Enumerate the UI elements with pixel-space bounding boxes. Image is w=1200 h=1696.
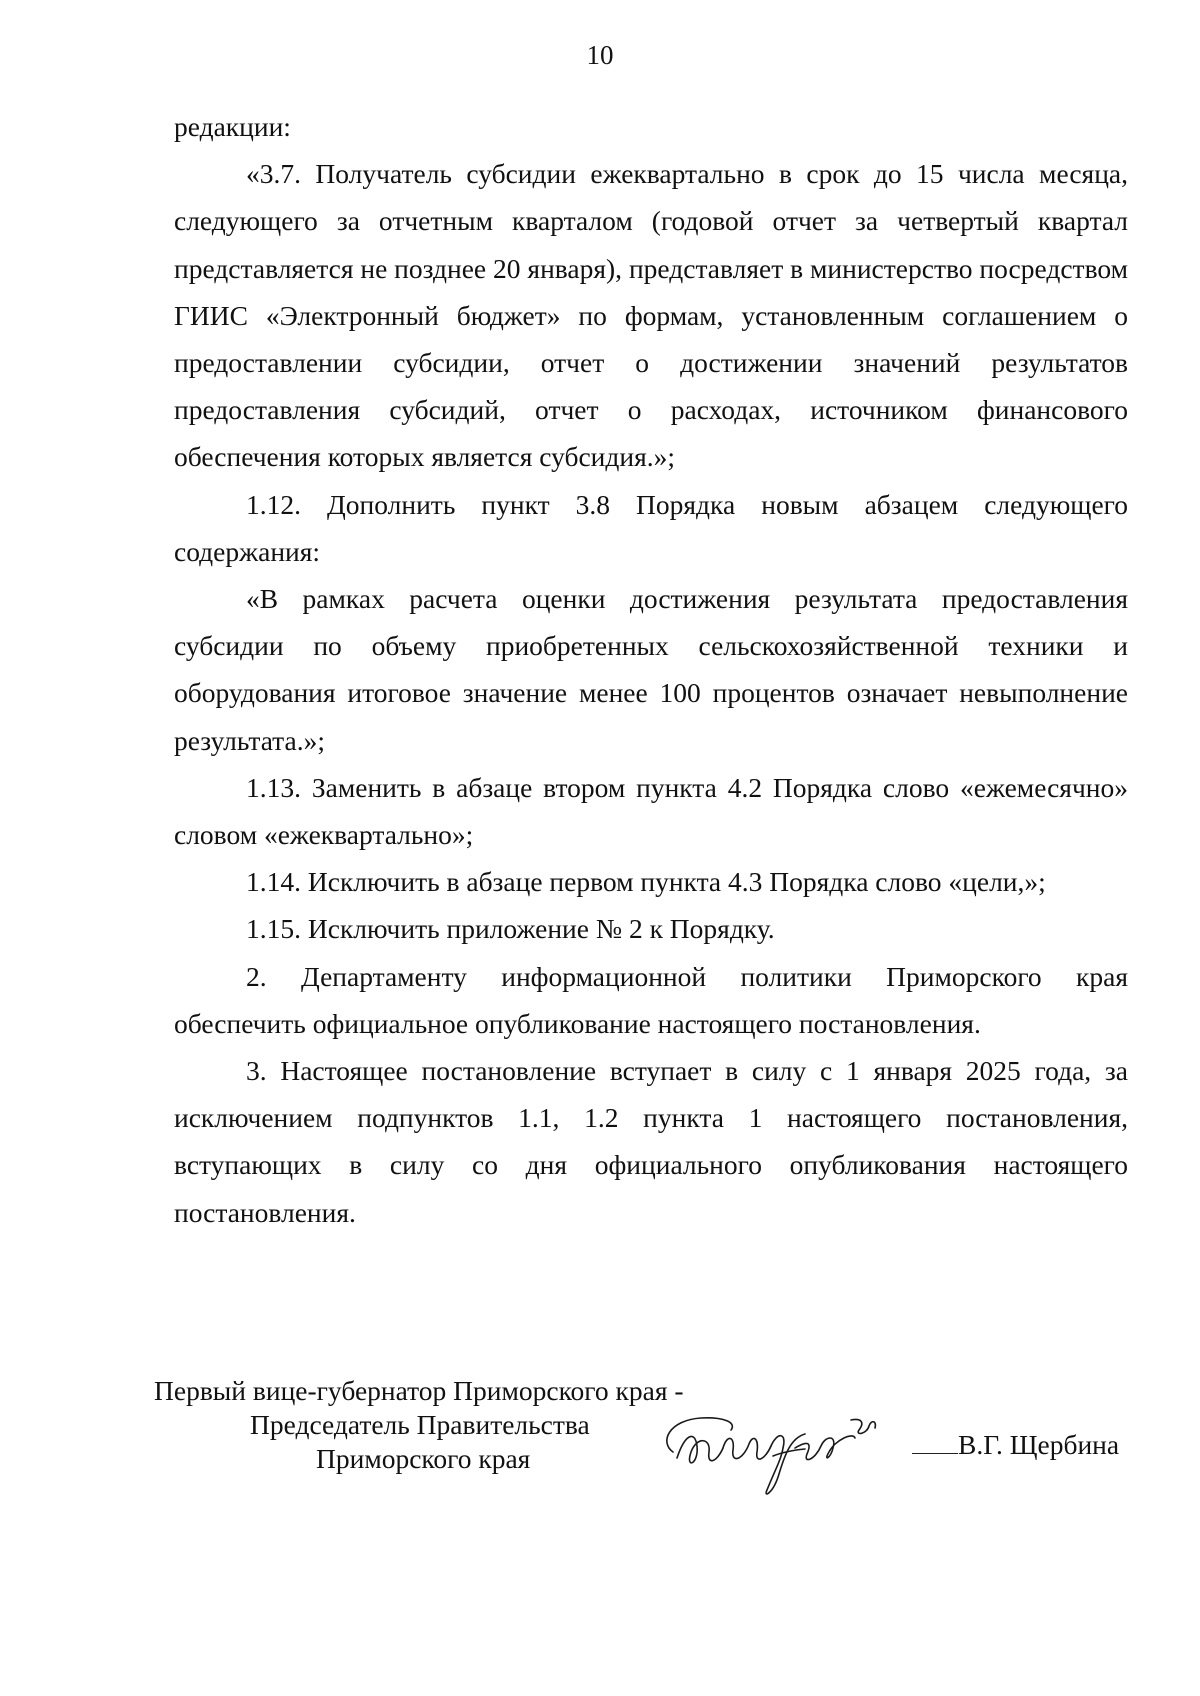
signatory-position-line-3: Приморского края <box>316 1443 531 1474</box>
paragraph-item-1-12-quote: «В рамках расчета оценки достижения результата предоставления субсидии по объему приобретенных сельскохозяйственной техники и оборудования итоговое значение менее 100 процентов означает невыполнение результата.»; <box>174 583 1128 756</box>
page-number: 10 <box>586 40 614 70</box>
signatory-position <box>154 1374 714 1476</box>
paragraph-continuation: редакции: <box>174 111 291 142</box>
signature-dash <box>912 1453 958 1454</box>
paragraph-item-1-14: 1.14. Исключить в абзаце первом пункта 4.3 Порядка слово «цели,»; <box>246 866 1046 898</box>
document-body <box>174 103 1128 1236</box>
paragraph-item-3: 3. Настоящее постановление вступает в силу с 1 января 2025 года, за исключением подпунктов 1.1, 1.2 пункта 1 настоящего постановления, вступающих в силу со дня официального опубликования настоящего постановления. <box>174 1055 1128 1228</box>
paragraph-item-1-13: 1.13. Заменить в абзаце втором пункта 4.2 Порядка слово «ежемесячно» словом «ежеквартально»; <box>174 771 1128 851</box>
paragraph-item-1-12: 1.12. Дополнить пункт 3.8 Порядка новым абзацем следующего содержания: <box>174 488 1128 567</box>
handwritten-signature <box>655 1408 900 1498</box>
paragraph-item-1-15: 1.15. Исключить приложение № 2 к Порядку. <box>246 913 775 945</box>
signatory-position-line-1: Первый вице-губернатор Приморского края - <box>154 1375 684 1406</box>
paragraph-item-2: 2. Департаменту информационной политики Приморского края обеспечить официальное опубликование настоящего постановления. <box>174 960 1128 1039</box>
signatory-position-line-2: Председатель Правительства <box>250 1409 590 1440</box>
paragraph-item-3-7: «3.7. Получатель субсидии ежеквартально в срок до 15 числа месяца, следующего за отчетным кварталом (годовой отчет за четвертый квартал представляется не позднее 20 января), представляет в министерство посредством ГИИС «Электронный бюджет» по формам, установленным соглашением о предоставлении субсидии, отчет о достижении значений результатов предоставления субсидий, отчет о расходах, источником финансового обеспечения которых является субсидия.»; <box>174 158 1128 473</box>
signatory-name: В.Г. Щербина <box>958 1429 1120 1460</box>
